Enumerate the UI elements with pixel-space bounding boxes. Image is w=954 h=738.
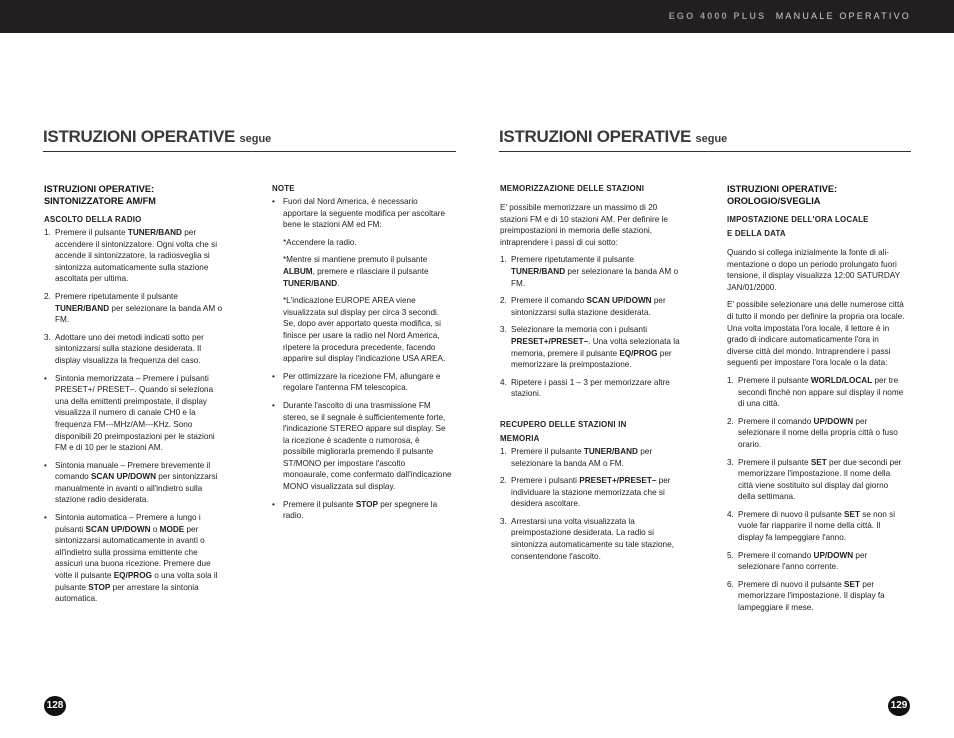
bullet-bold: STOP	[88, 582, 111, 592]
note-text: Fuori dal Nord America, è necessario apportare la seguente modifica per ascoltare bene le stazioni AM ed FM:	[283, 197, 446, 230]
step-number: 2.	[500, 296, 507, 306]
step-number: 4.	[727, 509, 734, 519]
list-item	[44, 512, 224, 605]
step-number: 1.	[44, 228, 51, 237]
left-page-heading	[43, 127, 271, 147]
list-item	[44, 291, 224, 326]
bullet-bold: SCAN UP/DOWN	[85, 524, 151, 534]
step-number: 2.	[727, 416, 734, 426]
list-item	[272, 371, 452, 394]
clock-steps-list	[727, 375, 907, 614]
step-number: 2.	[44, 291, 51, 301]
step-text: Arrestarsi una volta visualizzata la preimpostazione desiderata. La radio si sintonizza automaticamente su tale stazione, consentendone l'ascolto.	[511, 516, 674, 561]
list-item	[727, 375, 907, 410]
header-brand: EGO 4000 PLUS	[668, 11, 767, 21]
list-item	[727, 579, 907, 614]
note-text	[283, 254, 452, 289]
list-item	[500, 324, 680, 370]
step-text: . Una volta selezionata la memoria, premere il pulsante	[511, 336, 680, 358]
step-bold: PRESET+/PRESET–	[511, 336, 589, 346]
step-number: 1.	[500, 446, 507, 456]
step-number: 6.	[727, 579, 734, 589]
tuner-title	[44, 184, 224, 207]
set-time-subtitle-line1: IMPOSTAZIONE DELL'ORA LOCALE	[727, 215, 869, 224]
list-item	[44, 460, 224, 506]
listen-radio-subtitle: ASCOLTO DELLA RADIO	[44, 215, 142, 224]
step-text: per selezionare il nome della propria città o fuso orario.	[738, 416, 898, 449]
clock-title-line2: OROLOGIO/SVEGLIA	[727, 195, 821, 206]
page-number-left: 128	[44, 696, 66, 716]
list-item	[500, 516, 680, 562]
list-item	[272, 196, 452, 365]
bullet-bold: EQ/PROG	[113, 571, 152, 581]
step-text: Selezionare la memoria con i pulsanti	[511, 325, 648, 335]
step-number: 3.	[500, 325, 507, 335]
step-text: per due secondi per memorizzare l'impostazione. Il nome della città viene sostituito sul display dal giorno della settimana.	[738, 457, 902, 502]
note-text: per spegnere la radio.	[283, 499, 438, 521]
step-text: per memorizzare la preimpostazione.	[511, 348, 672, 370]
bullet-text: o	[150, 524, 160, 534]
bullet-icon: •	[44, 513, 47, 523]
step-text: per sintonizzarsi sulla stazione desiderata.	[511, 296, 666, 317]
list-item	[500, 446, 680, 469]
bullet-text: Sintonia automatica – Premere a lungo i pulsanti	[55, 513, 201, 534]
step-text: per selezionare la banda AM o FM.	[55, 303, 223, 325]
step-text: per individuare la stazione memorizzata che si desidera ascoltare.	[511, 476, 671, 509]
note-part: , premere e rilasciare il pulsante	[312, 266, 429, 276]
step-number: 1.	[727, 375, 734, 385]
bullet-icon: •	[272, 400, 275, 410]
step-text: Premere il pulsante	[511, 446, 584, 456]
left-heading-rule	[43, 151, 456, 152]
step-text: Premere di nuovo il pulsante	[738, 579, 845, 589]
step-text: Premere di nuovo il pulsante	[738, 509, 845, 519]
clock-title	[727, 184, 907, 207]
set-time-subtitle	[727, 213, 907, 241]
note-bold: ALBUM	[283, 266, 313, 276]
list-item	[44, 227, 224, 285]
step-bold: TUNER/BAND	[55, 303, 110, 313]
memorize-intro: E' possibile memorizzare un massimo di 20 stazioni FM e di 10 stazioni AM. Per definire le preimpostazioni in memoria delle stazioni, intraprendere i passi di cui sotto:	[500, 203, 668, 247]
list-item	[727, 550, 907, 573]
clock-paragraph-2: E' possibile selezionare una delle numerose città di tutto il mondo per definire la propria ora locale. Una volta impostata l'ora locale, il lettore è in grado di indicare automaticamente l'ora in diverse città del mondo. Intraprendere i passi seguenti per impostare l'ora locale o la data:	[727, 300, 905, 368]
list-item	[500, 295, 680, 318]
list-item	[500, 254, 680, 289]
step-number: 2.	[500, 476, 507, 486]
list-item	[272, 499, 452, 522]
tuner-title-line2: SINTONIZZATORE AM/FM	[44, 195, 156, 206]
bullet-text: Sintonia manuale – Premere brevemente il comando	[55, 460, 211, 482]
step-text: Premere il comando	[511, 296, 587, 306]
recall-subtitle-line1: RECUPERO DELLE STAZIONI IN	[500, 419, 627, 429]
step-text: per memorizzare l'impostazione. Il display fa lampeggiare il mese.	[738, 579, 885, 613]
radio-steps-list	[44, 227, 224, 367]
step-text: Premere il comando	[738, 550, 814, 560]
step-text: Ripetere i passi 1 – 3 per memorizzare altre stazioni.	[511, 377, 670, 399]
bullet-bold: MODE	[159, 524, 185, 534]
header-title	[669, 11, 911, 21]
step-text: Premere ripetutamente il pulsante	[55, 291, 178, 301]
note-bold: TUNER/BAND	[283, 278, 338, 288]
step-bold: UP/DOWN	[813, 550, 854, 560]
clock-paragraph-1: Quando si collega inizialmente la fonte di ali-mentazione o dopo un periodo prolungato fuori tensione, il display visualizza 12:00 SATURDAY JAN/01/2000.	[727, 248, 900, 292]
column-tuner	[44, 184, 224, 605]
bullet-icon: •	[272, 197, 275, 206]
step-number: 4.	[500, 377, 507, 387]
note-part: *Mentre si mantiene premuto il pulsante	[283, 255, 428, 265]
step-text: se non si vuole far riapparire il nome della città. Il display fa lampeggiare l'anno.	[738, 509, 896, 543]
step-text: per selezionare la banda AM o FM.	[511, 446, 653, 468]
list-item	[500, 475, 680, 510]
recall-stations-subtitle	[500, 418, 680, 446]
right-heading-rule	[499, 151, 911, 152]
memorize-steps-list	[500, 254, 680, 400]
header-bar	[0, 0, 954, 33]
bullet-icon: •	[44, 373, 47, 383]
step-text: Premere il pulsante	[738, 375, 811, 385]
tuner-title-line1: ISTRUZIONI OPERATIVE:	[44, 184, 155, 194]
note-text: Premere il pulsante	[283, 499, 356, 509]
step-bold: TUNER/BAND	[511, 266, 566, 276]
step-bold: SET	[844, 509, 860, 519]
step-bold: PRESET+/PRESET–	[579, 476, 657, 486]
step-bold: TUNER/BAND	[127, 228, 182, 237]
bullet-icon: •	[272, 499, 275, 509]
step-bold: EQ/PROG	[619, 348, 658, 358]
tuning-methods-list	[44, 373, 224, 605]
header-manual: MANUALE OPERATIVO	[775, 11, 911, 21]
list-item	[272, 400, 452, 493]
note-text: *L'indicazione EUROPE AREA viene visualizzata sul display per circa 3 secondi. Se, dopo aver apportato questa modifica, si finisce per usare la radio nel Nord America, ripetere la procedura precedente, facendo apparire sul display l'indicazione USA AREA.	[283, 296, 446, 364]
right-heading-text: ISTRUZIONI OPERATIVE	[499, 127, 692, 146]
step-number: 5.	[727, 550, 734, 560]
step-number: 1.	[500, 255, 507, 265]
step-text: per accendere il sintonizzatore. Ogni volta che si accende il sintonizzatore, la radiosveglia si sintonizza automaticamente sulla stazione ascoltata per ultima.	[55, 228, 218, 284]
bullet-text: per sintonizzarsi automaticamente in avanti o all'indietro sulla prossima emittente che assicuri una buona ricezione. Premere due volte il pulsante	[55, 524, 211, 581]
notes-title: NOTE	[272, 184, 295, 193]
step-number: 3.	[500, 516, 507, 526]
list-item	[727, 457, 907, 503]
bullet-text: per arrestare la sintonia automatica.	[55, 582, 199, 604]
step-bold: SET	[844, 579, 860, 589]
recall-steps-list	[500, 446, 680, 562]
step-bold: SCAN UP/DOWN	[586, 296, 652, 306]
page-number-right: 129	[888, 696, 910, 716]
right-page-heading	[499, 127, 727, 147]
left-heading-text: ISTRUZIONI OPERATIVE	[43, 127, 236, 146]
bullet-text: o una volta sola il pulsante	[55, 571, 218, 592]
note-bold: STOP	[355, 499, 378, 509]
step-number: 3.	[727, 457, 734, 467]
column-notes	[272, 182, 452, 522]
bullet-icon: •	[272, 371, 275, 381]
list-item	[500, 377, 680, 400]
step-text: Premere ripetutamente il pulsante	[511, 255, 634, 265]
step-bold: SET	[810, 457, 827, 467]
step-number: 3.	[44, 332, 51, 342]
left-heading-sub: segue	[239, 133, 272, 145]
list-item	[44, 332, 224, 367]
clock-title-line1: ISTRUZIONI OPERATIVE:	[727, 184, 838, 194]
step-bold: TUNER/BAND	[583, 446, 638, 456]
list-item	[727, 509, 907, 544]
set-time-subtitle-line2: E DELLA DATA	[727, 229, 786, 238]
column-stations	[500, 182, 680, 562]
step-text: Premere il pulsante	[55, 228, 128, 237]
note-text: *Accendere la radio.	[283, 237, 357, 247]
list-item	[727, 416, 907, 451]
notes-list	[272, 196, 452, 522]
step-text: per tre secondi finché non appare sul display il nome di una città.	[738, 375, 904, 409]
step-bold: WORLD/LOCAL	[810, 375, 873, 385]
bullet-bold: SCAN UP/DOWN	[90, 472, 157, 482]
right-heading-sub: segue	[695, 133, 728, 145]
list-item	[44, 373, 224, 454]
note-part: .	[337, 278, 340, 288]
step-text: Premere il pulsante	[738, 457, 811, 467]
step-text: per selezionare l'anno corrente.	[738, 550, 868, 572]
recall-subtitle-line2: MEMORIA	[500, 433, 540, 443]
column-clock	[727, 184, 907, 614]
step-text: Adottare uno dei metodi indicati sotto per sintonizzarsi sulla stazione desiderata. Il display visualizza la frequenza del caso.	[55, 332, 204, 365]
bullet-icon: •	[44, 460, 47, 470]
note-text: Per ottimizzare la ricezione FM, allungare e regolare l'antenna FM telescopica.	[283, 371, 441, 393]
bullet-text: Sintonia memorizzata – Premere i pulsanti PRESET+/ PRESET–. Quando si seleziona una della emittenti preimpostate, il display visualizza il numero di canale CH0 e la frequenza FM---MHz/AM---KHz. Sono disponibili 20 preimpostazioni per le stazioni FM e di 10 per le stazioni AM.	[55, 373, 215, 453]
memorize-stations-subtitle: MEMORIZZAZIONE DELLE STAZIONI	[500, 184, 645, 193]
step-bold: UP/DOWN	[813, 416, 854, 426]
step-text: Premere i pulsanti	[511, 476, 580, 486]
step-text: per selezionare la banda AM o FM.	[511, 266, 679, 288]
note-text: Durante l'ascolto di una trasmissione FM stereo, se il segnale è sufficientemente forte, l'indicazione STEREO appare sul display. Se la ricezione è scadente o rumorosa, è possibile migliorarla premendo il pulsante ST/MONO per impostare l'ascolto monoaurale, come confermato dall'indicazione MONO visualizzata sul display.	[283, 400, 452, 492]
bullet-text: per sintonizzarsi manualmente in avanti o all'indietro sulla stazione radio desiderata.	[55, 472, 218, 505]
step-text: Premere il comando	[738, 416, 814, 426]
